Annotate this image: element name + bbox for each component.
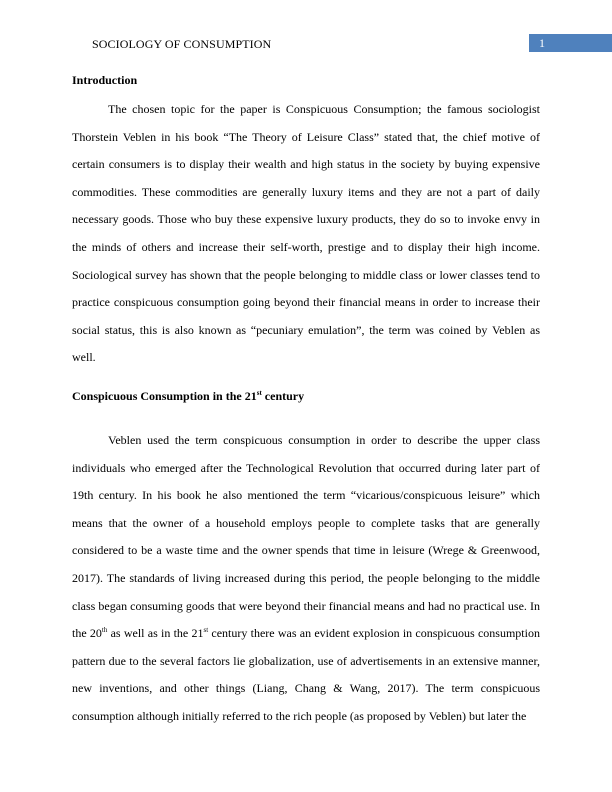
heading-superscript: st [256, 388, 262, 397]
section-heading-21st-century [72, 388, 540, 404]
paragraph-text: century there was an evident explosion in conspicuous consumption pattern due to the several factors lie globalization, use of advertisements in an extensive manner, new inventions, and other things (Liang, Chang & Wang, 2017). The term conspicuous consumption although initially referred to the rich people (as proposed by Veblen) but later the [72, 626, 540, 723]
paragraph-21st-century [72, 427, 540, 731]
paragraph-text: Veblen used the term conspicuous consumption in order to describe the upper class individuals who emerged after the Technological Revolution that occurred during later part of 19th century. In his book he also mentioned the term “vicarious/conspicuous leisure” which means that the owner of a household employs people to complete tasks that are generally considered to be a waste time and the owner spends that time in leisure (Wrege & Greenwood, 2017). The standards of living increased during this period, the people belonging to the middle class began consuming goods that were beyond their financial means and had no practical use. In the 20 [72, 432, 540, 641]
document-body [72, 72, 540, 730]
paragraph-text: as well as in the 21 [107, 626, 204, 641]
section-heading-introduction: Introduction [72, 73, 138, 87]
page-number: 1 [529, 34, 612, 52]
heading-text: Conspicuous Consumption in the 21 [72, 388, 257, 403]
heading-text-end: century [261, 388, 305, 403]
superscript-th: th [101, 626, 108, 635]
paragraph-introduction: The chosen topic for the paper is Conspicuous Consumption; the famous sociologist Thorstein Veblen in his book “The Theory of Leisure Class” stated that, the chief motive of certain consumers is to display their wealth and high status in the society by buying expensive commodities. These commodities are generally luxury items and they are not a part of daily necessary goods. Those who buy these expensive luxury products, they do so to invoke envy in the minds of others and increase their self-worth, prestige and to display their high income. Sociological survey has shown that the people belonging to middle class or lower classes tend to practice conspicuous consumption going beyond their financial means in order to increase their social status, this is also known as “pecuniary emulation”, the term was coined by Veblen as well. [72, 102, 540, 365]
superscript-st: st [203, 626, 209, 635]
running-head: SOCIOLOGY OF CONSUMPTION [92, 37, 272, 51]
